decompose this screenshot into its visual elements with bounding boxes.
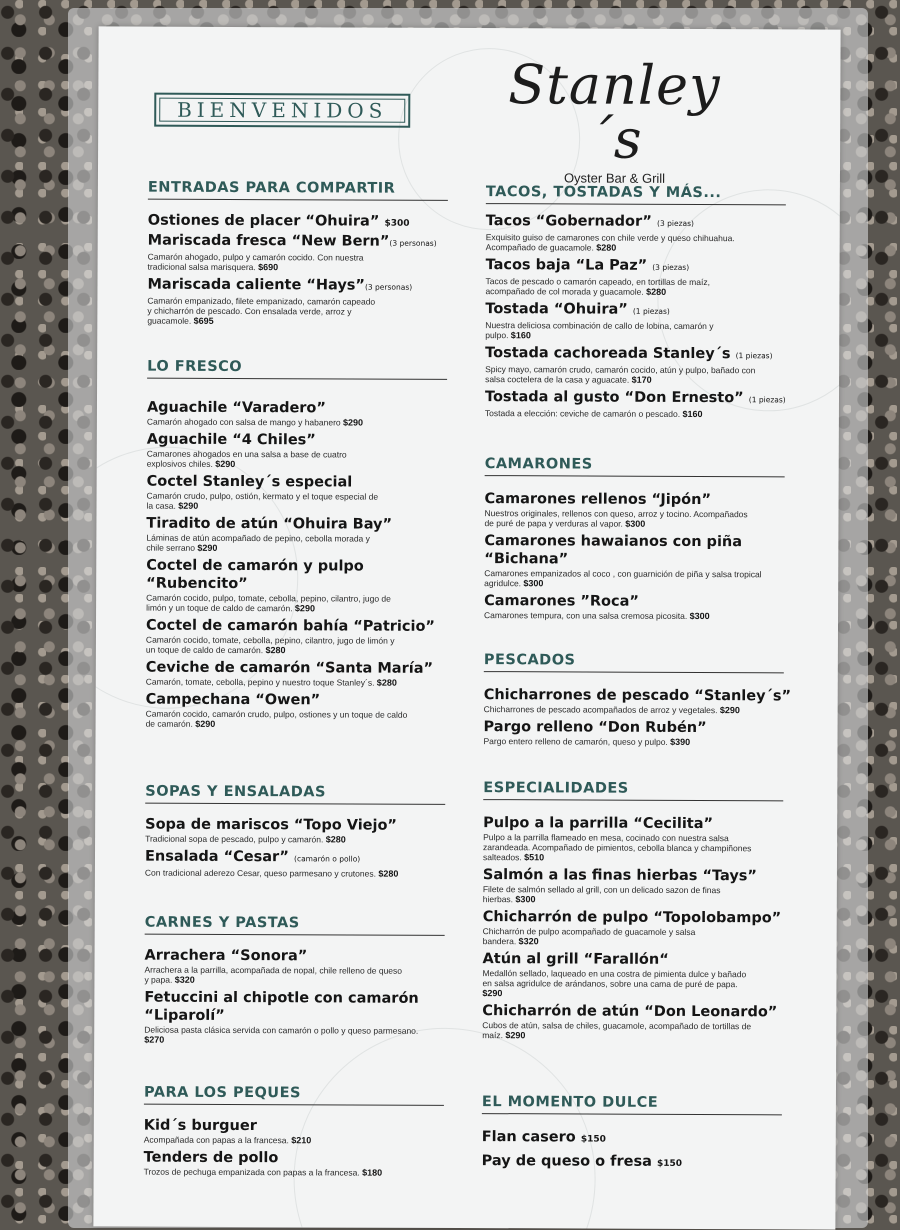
menu-item (147, 276, 447, 327)
item-description: Camarón crudo, pulpo, ostión, kermato y el toque especial de la casa. (146, 490, 379, 511)
menu-item (146, 691, 446, 730)
item-price: $290 (294, 603, 315, 614)
item-name: Salmón a las finas hierbas “Tays” (482, 867, 758, 885)
section-title: PESCADOS (484, 652, 784, 673)
item-price: $320 (518, 936, 539, 947)
menu-item (482, 1002, 782, 1041)
logo-name: Stanley´s (508, 53, 721, 171)
item-name: Coctel de camarón y pulpo “Rubencito” (146, 557, 364, 593)
item-note: (3 piezas) (657, 218, 694, 228)
restaurant-logo (484, 53, 745, 186)
item-price: $280 (265, 645, 286, 656)
welcome-banner (154, 93, 410, 128)
section-title: CARNES Y PASTAS (145, 915, 445, 936)
item-description: Láminas de atún acompañado de pepino, cebolla morada y chile serrano (146, 532, 370, 553)
item-description: Camarones tempura, con una salsa cremosa picosita. (484, 610, 688, 621)
item-name: Sopa de mariscos “Topo Viejo” (145, 816, 398, 834)
item-price: $300 (523, 578, 544, 589)
item-name: Pulpo a la parrilla “Cecilita” (483, 815, 714, 833)
welcome-text: BIENVENIDOS (177, 97, 388, 123)
item-description: Camarones ahogados en una salsa a base de cuatro explosivos chiles. (146, 448, 347, 469)
item-description: Nuestra deliciosa combinación de callo de lobina, camarón y pulpo. (485, 320, 714, 341)
item-description: Chicharrón de pulpo acompañado de guacamole y salsa bandera. (482, 926, 696, 947)
item-price: $280 (646, 286, 667, 297)
section-title: CAMARONES (485, 456, 785, 477)
section-title: LO FRESCO (147, 359, 447, 380)
item-name: Ensalada “Cesar” (144, 848, 290, 866)
item-name: Fetuccini al chipotle con camarón “Liparolí” (144, 989, 419, 1024)
item-name: Atún al grill “Farallón“ (482, 951, 669, 968)
section-title: TACOS, TOSTADAS Y MÁS... (486, 184, 786, 205)
menu-item (145, 848, 445, 879)
section-title: EL MOMENTO DULCE (482, 1094, 782, 1115)
menu-item (482, 950, 782, 999)
item-price: $300 (515, 894, 536, 905)
item-price: $180 (362, 1167, 383, 1178)
section-sopas (145, 784, 445, 883)
menu-item (485, 300, 785, 341)
item-price: $150 (656, 1158, 683, 1169)
menu-item (146, 617, 446, 656)
item-price: $290 (195, 718, 216, 729)
item-price: $290 (505, 1030, 526, 1041)
menu-item (485, 344, 785, 385)
item-name: Flan casero (481, 1129, 576, 1146)
item-description: Camarón ahogado con salsa de mango y habanero (146, 416, 341, 428)
section-title: PARA LOS PEQUES (144, 1085, 444, 1106)
item-name: Tostada al gusto “Don Ernesto” (484, 389, 744, 407)
menu-sheet (93, 26, 840, 1229)
item-description: Tradicional sopa de pescado, pulpo y camarón. (145, 833, 324, 845)
item-description: Camarón cocido, tomate, cebolla, pepino, cilantro, jugo de limón y un toque de caldo de camarón. (145, 634, 395, 656)
item-name: Ceviche de camarón “Santa María” (145, 659, 434, 677)
item-name: Tacos baja “La Paz” (485, 257, 648, 274)
section-especialidades (482, 780, 783, 1045)
item-description: Exquisito guiso de camarones con chile verde y queso chihuahua. Acompañado de guacamole. (485, 232, 735, 253)
item-name: Chicharrones de pescado “Stanley´s” (483, 687, 792, 705)
item-price: $280 (325, 834, 346, 845)
item-description: Tostada a elección: ceviche de camarón o pescado. (484, 408, 681, 419)
section-lo-fresco (146, 359, 448, 734)
section-tacos (485, 184, 786, 423)
menu-item (482, 1152, 782, 1173)
menu-item (483, 718, 783, 747)
item-description: Trozos de pechuga empanizada con papas a la francesa. (143, 1166, 360, 1178)
item-description: Camarón cocido, camarón crudo, pulpo, ostiones y un toque de caldo de camarón. (145, 708, 408, 729)
menu-item (147, 473, 447, 512)
logo-subtitle: Oyster Bar & Grill (563, 170, 666, 186)
item-note: (1 piezas) (735, 351, 773, 361)
item-description: Pargo entero relleno de camarón, queso y pulpo. (483, 736, 668, 747)
menu-item (146, 515, 446, 554)
menu-item (144, 1149, 444, 1178)
section-title: ESPECIALIDADES (483, 780, 783, 801)
section-title: ENTRADAS PARA COMPARTIR (148, 180, 448, 201)
section-entradas (147, 180, 448, 331)
item-name: Pargo relleno “Don Rubén” (483, 719, 707, 737)
item-name: Camarones ”Roca” (484, 593, 639, 610)
item-name: Aguachile “4 Chiles” (146, 431, 316, 449)
menu-item (484, 490, 784, 529)
item-description: Arrachera a la parrilla, acompañada de nopal, chile relleno de queso y papa. (144, 964, 403, 985)
item-name: Camarones rellenos “Jipón” (484, 491, 712, 509)
item-price: $290 (197, 542, 218, 553)
item-description: Con tradicional aderezo Cesar, queso parmesano y crutones. (144, 867, 377, 879)
item-price: $280 (378, 868, 399, 879)
menu-item (483, 686, 792, 716)
item-price: $300 (625, 518, 646, 529)
item-description: Cubos de atún, salsa de chiles, guacamole, acompañado de tortillas de maíz. (482, 1020, 752, 1041)
menu-item (147, 399, 447, 428)
item-price: $160 (682, 408, 703, 420)
item-description: Chicharrones de pescado acompañados de arroz y vegetales. (483, 704, 718, 716)
item-name: Tostada “Ohuira” (485, 301, 628, 318)
menu-item (485, 388, 785, 419)
item-name: Kid´s burguer (143, 1117, 257, 1135)
item-description: Camarón, tomate, cebolla, pepino y nuestro toque Stanley´s. (145, 676, 375, 688)
menu-item (148, 232, 448, 273)
item-name: Coctel Stanley´s especial (146, 473, 353, 491)
item-description: Camarón ahogado, pulpo y camarón cocido. Con nuestra tradicional salsa marisquera. (147, 251, 364, 273)
item-price: $300 (384, 218, 410, 229)
item-price: $170 (631, 374, 652, 385)
item-name: Campechana “Owen” (145, 691, 321, 709)
item-price: $290 (342, 417, 364, 428)
item-description: Nuestros originales, rellenos con queso, arroz y tocino. Acompañados de puré de papa y verduras al vapor. (484, 508, 748, 529)
item-name: Chicharrón de pulpo “Topolobampo” (482, 909, 782, 927)
item-description: Tacos de pescado o camarón capeado, en tortillas de maíz, acompañado de col morada y guacamole. (485, 276, 710, 297)
menu-item (144, 989, 444, 1046)
item-price: $300 (689, 610, 710, 622)
menu-item (144, 1117, 444, 1146)
item-price: $690 (258, 262, 279, 273)
item-price: $280 (376, 677, 397, 688)
item-price: $150 (580, 1134, 606, 1145)
item-name: Mariscada caliente “Hays” (147, 276, 365, 294)
menu-item (146, 659, 446, 688)
item-name: Tacos “Gobernador” (485, 213, 653, 230)
menu-item (483, 814, 783, 863)
item-price: $290 (719, 705, 740, 716)
item-description: Camarón cocido, pulpo, tomate, cebolla, pepino, cilantro, jugo de limón y un toque de caldo de camarón. (146, 592, 391, 614)
item-name: Pay de queso o fresa (481, 1153, 652, 1170)
menu-item (482, 1128, 782, 1149)
menu-item (148, 212, 448, 233)
item-name: Chicharrón de atún “Don Leonardo” (482, 1003, 778, 1021)
menu-item (484, 592, 784, 621)
item-description: Camarones empanizados al coco , con guarnición de piña y salsa tropical agridulce. (484, 568, 762, 589)
item-price: $290 (178, 500, 199, 511)
item-name: Tostada cachoreada Stanley´s (485, 345, 731, 363)
item-price: $280 (596, 242, 617, 253)
item-price: $160 (510, 330, 531, 341)
item-note: (3 piezas) (652, 262, 690, 272)
item-name: Camarones hawaianos con piña “Bichana” (484, 533, 743, 568)
item-price: $290 (215, 458, 236, 469)
item-note: (3 personas) (364, 282, 413, 292)
menu-item (483, 866, 783, 905)
item-name: Mariscada fresca “New Bern” (147, 232, 390, 250)
menu-item (484, 532, 784, 589)
item-price: $210 (291, 1135, 312, 1146)
item-description: Medallón sellado, laqueado en una costra de pimienta dulce y bañado en salsa agridulce de arándanos, sobre una cama de puré de papa. (482, 968, 747, 990)
section-camarones (484, 456, 785, 625)
item-note: (3 personas) (389, 238, 437, 248)
item-description: Camarón empanizado, filete empanizado, camarón capeado y chicharrón de pescado. Con ensalada verde, arroz y guacamole. (147, 295, 376, 326)
menu-item (144, 947, 444, 986)
menu-item (483, 908, 783, 947)
item-price: $390 (670, 736, 691, 747)
section-carnes (144, 915, 445, 1050)
item-price: $270 (144, 1034, 165, 1045)
item-description: Acompañada con papas a la francesa. (143, 1134, 289, 1146)
item-name: Ostiones de placer “Ohuira” (147, 212, 380, 230)
item-price: $320 (174, 974, 195, 985)
item-description: Deliciosa pasta clásica servida con camarón o pollo y queso parmesano. (144, 1024, 419, 1036)
section-peques (144, 1085, 444, 1182)
item-price: $290 (482, 988, 503, 999)
item-description: Filete de salmón sellado al grill, con un delicado sazon de finas hierbas. (482, 884, 721, 905)
section-momento-dulce (482, 1094, 782, 1177)
item-price: $695 (193, 315, 214, 326)
item-note: (1 piezas) (748, 395, 786, 405)
item-name: Tenders de pollo (143, 1149, 279, 1167)
menu-item (145, 816, 445, 845)
section-title: SOPAS Y ENSALADAS (145, 784, 445, 805)
menu-item (147, 431, 447, 470)
item-note: (1 piezas) (632, 306, 670, 316)
item-price: $510 (524, 852, 545, 863)
item-name: Arrachera “Sonora” (144, 947, 308, 965)
section-pescados (483, 652, 792, 751)
item-name: Coctel de camarón bahía “Patricio” (145, 617, 435, 635)
item-name: Tiradito de atún “Ohuira Bay” (146, 515, 393, 533)
menu-item (485, 256, 785, 297)
menu-item (486, 212, 786, 253)
menu-item (146, 557, 446, 614)
item-name: Aguachile “Varadero” (146, 399, 326, 417)
item-description: Spicy mayo, camarón crudo, camarón cocido, atún y pulpo, bañado con salsa coctelera de la casa y aguacate. (485, 364, 756, 385)
item-note: (camarón o pollo) (294, 854, 361, 864)
item-description: Pulpo a la parrilla flameado en mesa, cocinado con nuestra salsa zarandeada. Acompañado de pimientos, cebolla blanca y champiñones salteados. (482, 832, 752, 863)
